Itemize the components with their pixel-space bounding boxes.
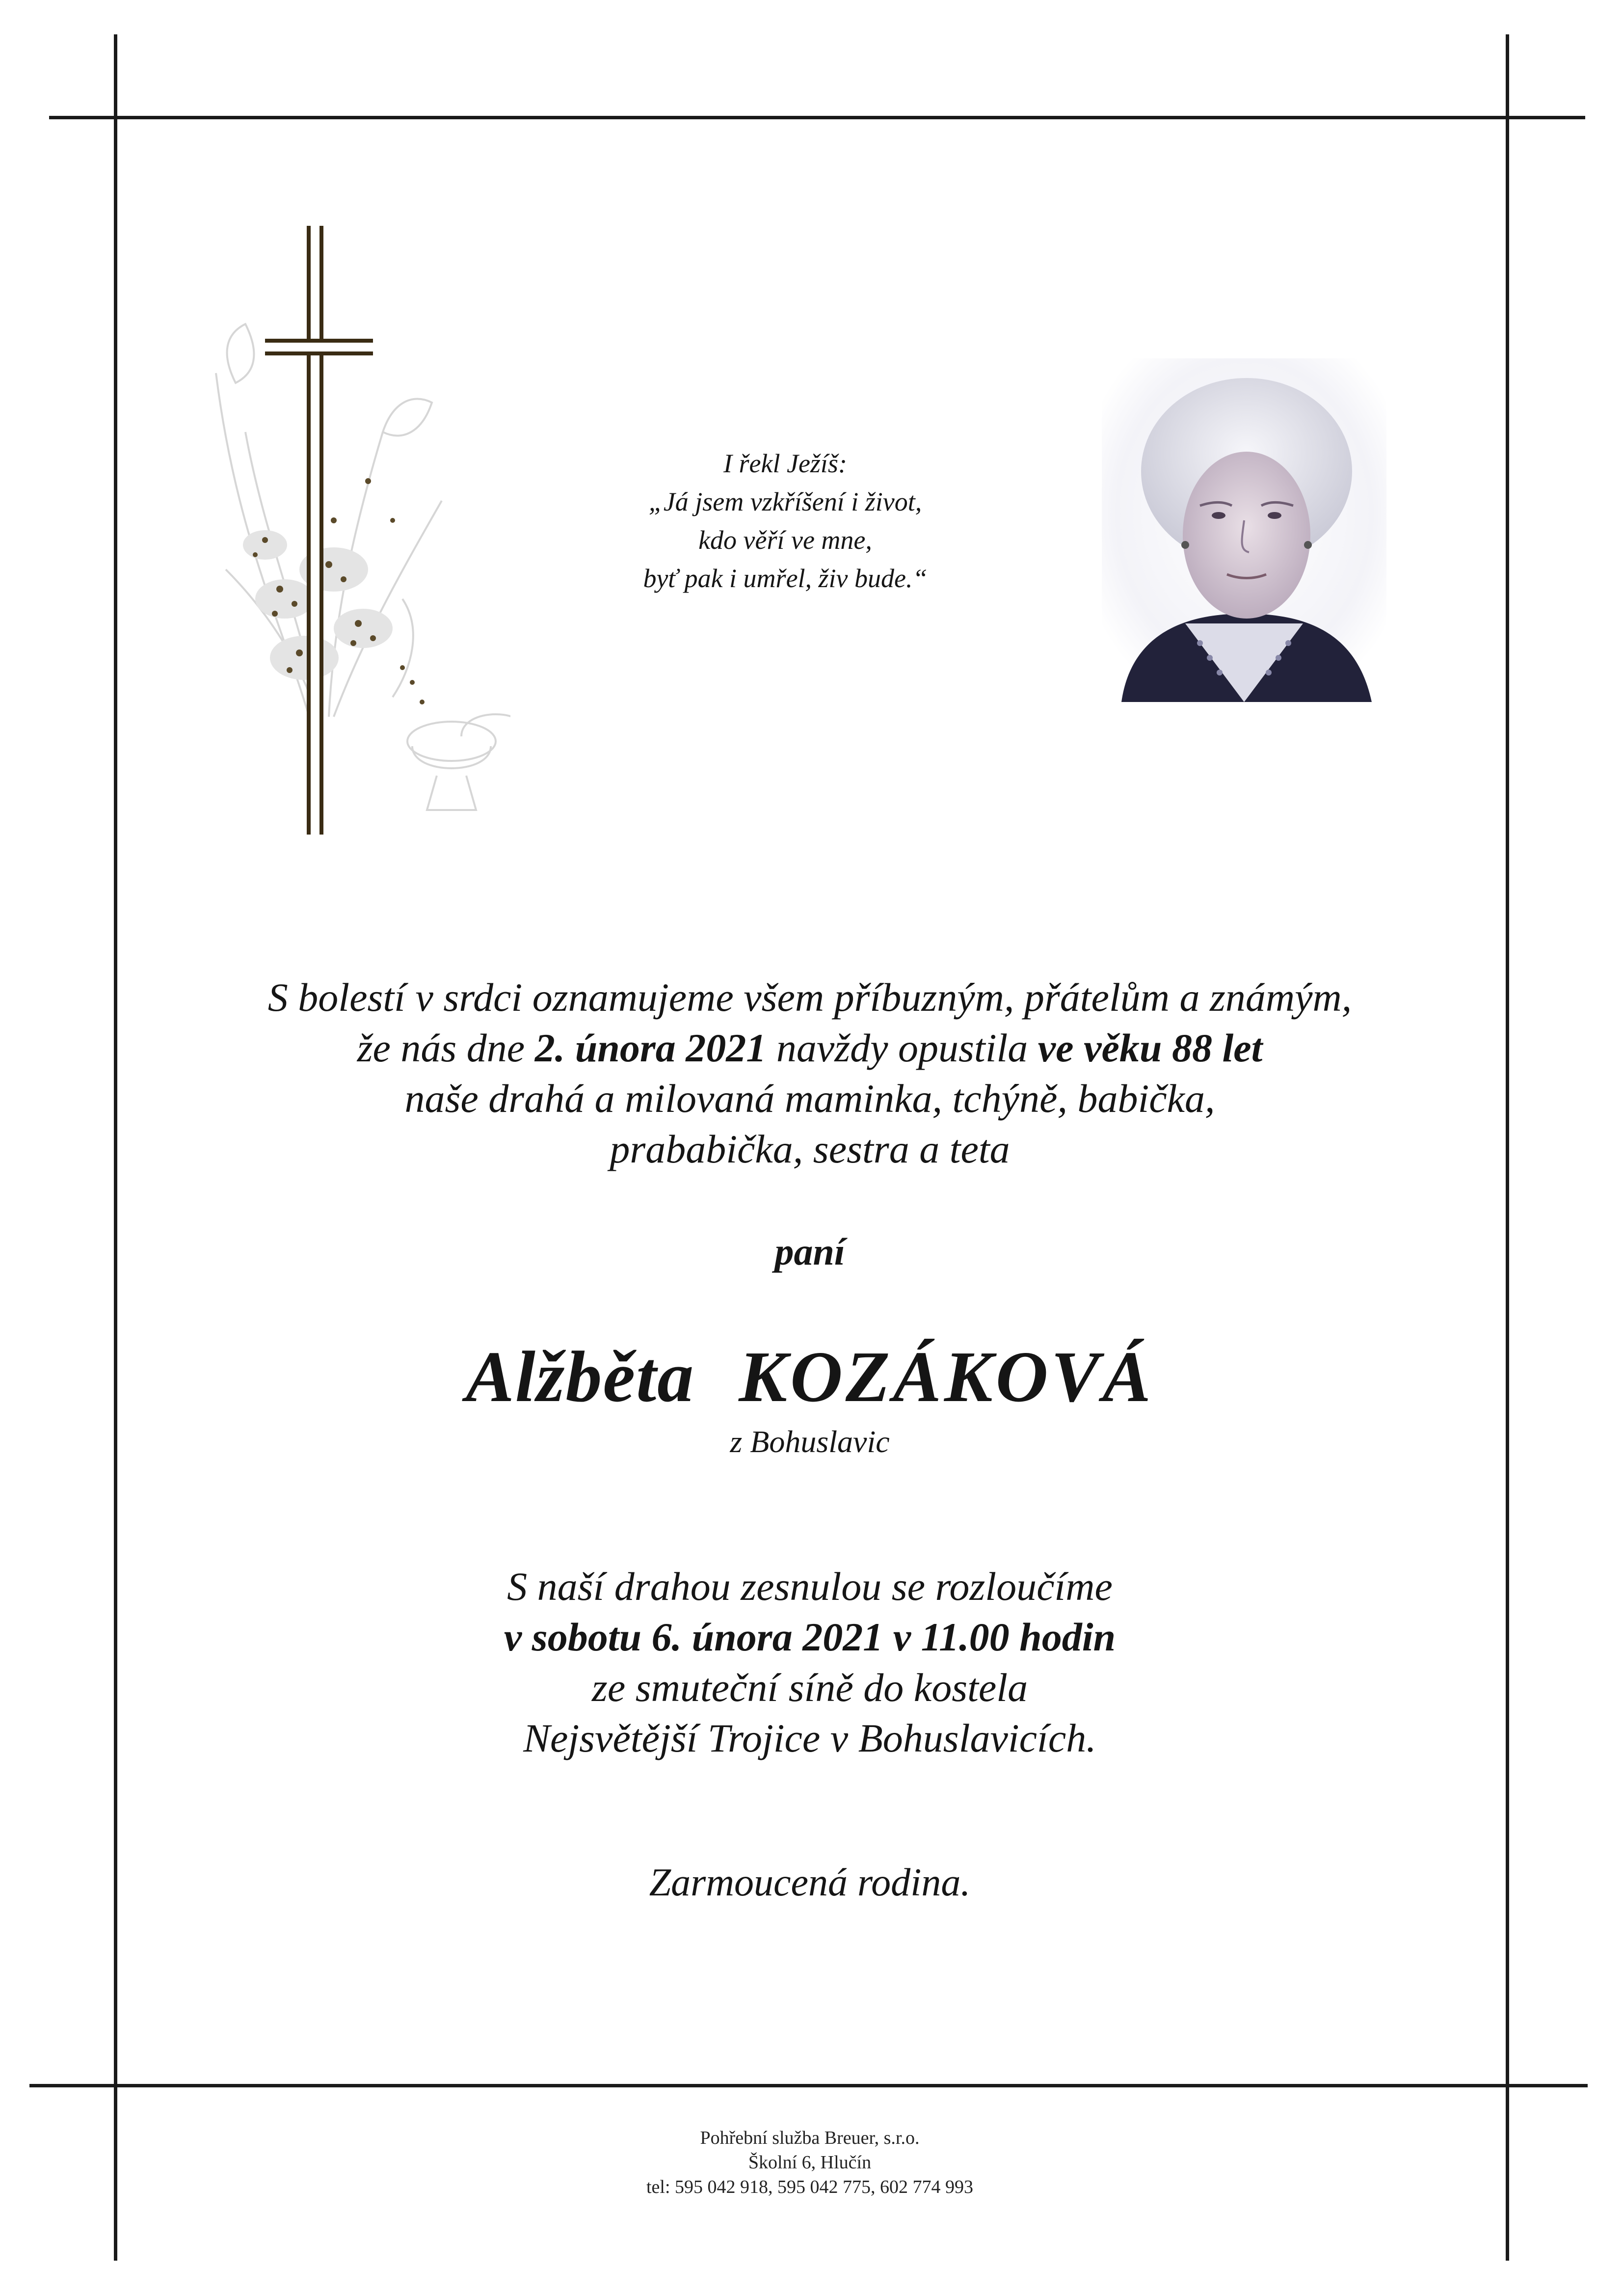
announcement-text xyxy=(147,972,1472,1174)
bottom-border-line xyxy=(29,2084,1588,2087)
deceased-origin: z Bohuslavic xyxy=(730,1424,890,1459)
quote-line: kdo věří ve mne, xyxy=(698,525,872,555)
announcement-line-4: prababička, sestra a teta xyxy=(610,1127,1010,1171)
farewell-line-1: S naší drahou zesnulou se rozloučíme xyxy=(507,1564,1113,1609)
farewell-line-3: ze smuteční síně do kostela xyxy=(591,1665,1028,1710)
left-border-line xyxy=(114,34,117,2261)
company-phones: tel: 595 042 918, 595 042 775, 602 774 993 xyxy=(646,2177,974,2197)
age: ve věku 88 let xyxy=(1038,1026,1263,1070)
bible-quote xyxy=(491,444,1080,597)
top-border-line xyxy=(49,116,1585,119)
company-name: Pohřební služba Breuer, s.r.o. xyxy=(700,2128,920,2148)
quote-line: I řekl Ježíš: xyxy=(723,449,847,478)
announcement-line-2: že nás dne 2. února 2021 navždy opustila ve věku 88 let xyxy=(357,1026,1263,1070)
company-address: Školní 6, Hlučín xyxy=(748,2152,872,2173)
portrait-photo xyxy=(1102,358,1386,702)
honorific-title: paní xyxy=(774,1230,845,1273)
surname: KOZÁKOVÁ xyxy=(739,1337,1154,1417)
quote-line: byť pak i umřel, živ bude.“ xyxy=(643,564,928,593)
farewell-line-4: Nejsvětější Trojice v Bohuslavicích. xyxy=(523,1716,1096,1760)
right-border-line xyxy=(1506,34,1509,2261)
announcement-line-1: S bolestí v srdci oznamujeme všem příbuzným, přátelům a známým, xyxy=(267,975,1352,1020)
death-date: 2. února 2021 xyxy=(534,1026,767,1070)
family-signature: Zarmoucená rodina. xyxy=(649,1861,971,1904)
first-name: Alžběta xyxy=(466,1337,695,1417)
quote-line: „Já jsem vzkříšení i život, xyxy=(648,487,922,516)
cross-with-flowers-icon xyxy=(206,226,510,839)
deceased-name xyxy=(294,1335,1325,1419)
funeral-service-footer xyxy=(540,2126,1080,2199)
farewell-text xyxy=(245,1561,1374,1763)
farewell-datetime: v sobotu 6. února 2021 v 11.00 hodin xyxy=(504,1615,1116,1659)
announcement-line-3: naše drahá a milovaná maminka, tchýně, babička, xyxy=(404,1076,1215,1121)
